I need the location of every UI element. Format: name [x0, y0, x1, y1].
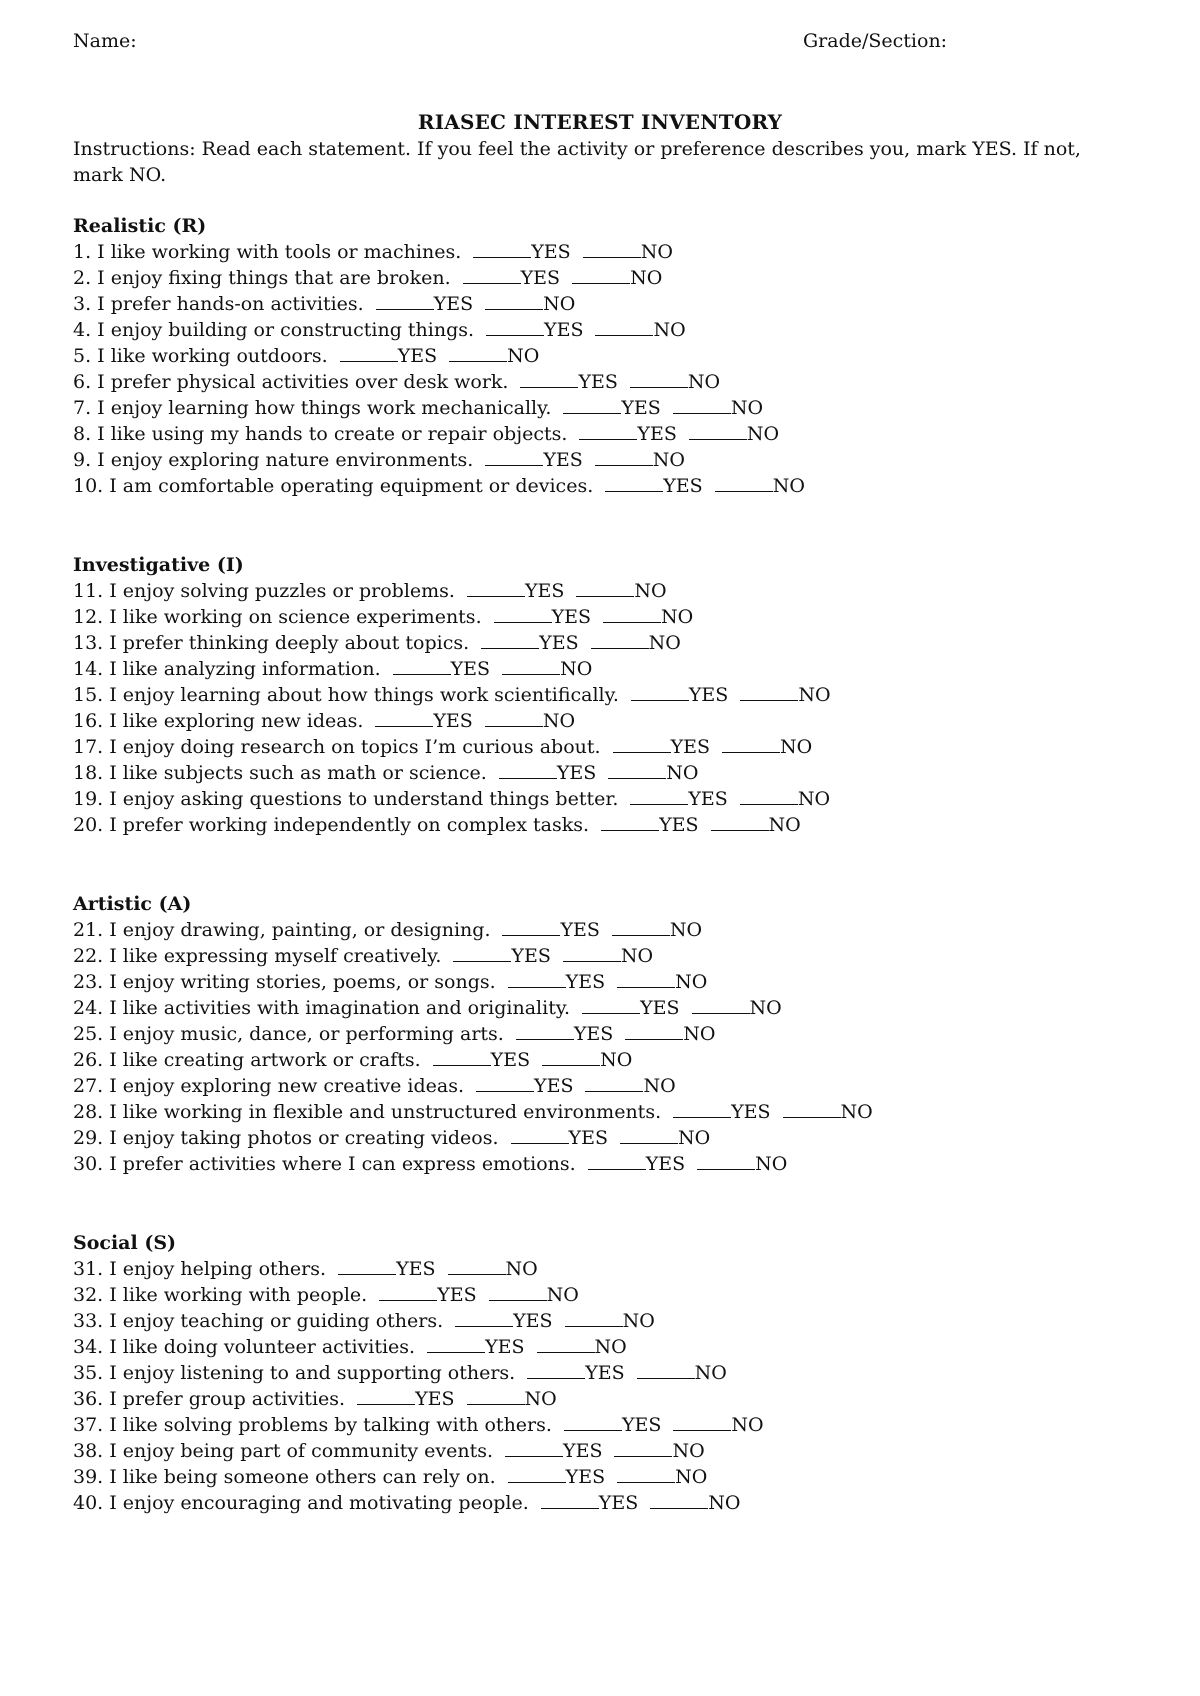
- no-answer-blank[interactable]: [620, 1128, 678, 1144]
- inventory-item: [73, 369, 1133, 395]
- no-option-label: NO: [666, 762, 699, 784]
- inventory-item: [73, 1334, 1133, 1360]
- yes-option-label: YES: [578, 371, 618, 393]
- inventory-item: [73, 1256, 1133, 1282]
- yes-answer-blank[interactable]: [630, 789, 688, 805]
- no-answer-blank[interactable]: [485, 294, 543, 310]
- no-answer-blank[interactable]: [502, 659, 560, 675]
- section-investigative: [73, 552, 1133, 838]
- no-answer-blank[interactable]: [591, 633, 649, 649]
- statement-text: 38. I enjoy being part of community events.: [73, 1440, 494, 1462]
- statement-text: 14. I like analyzing information.: [73, 658, 381, 680]
- statement-text: 19. I enjoy asking questions to understand things better.: [73, 788, 619, 810]
- statement-text: 17. I enjoy doing research on topics I’m curious about.: [73, 736, 601, 758]
- no-option-label: NO: [542, 710, 576, 732]
- yes-option-label: YES: [485, 1336, 525, 1358]
- statement-text: 7. I enjoy learning how things work mechanically.: [73, 397, 552, 419]
- inventory-item: [73, 630, 1133, 656]
- yes-option-label: YES: [531, 241, 571, 263]
- statement-text: 3. I prefer hands-on activities.: [73, 293, 364, 315]
- yes-answer-blank[interactable]: [499, 763, 557, 779]
- statement-text: 9. I enjoy exploring nature environments.: [73, 449, 474, 471]
- yes-answer-blank[interactable]: [508, 972, 566, 988]
- item-list: [73, 917, 1133, 1177]
- yes-answer-blank[interactable]: [673, 1102, 731, 1118]
- inventory-item: [73, 1360, 1133, 1386]
- yes-answer-blank[interactable]: [541, 1493, 599, 1509]
- inventory-item: [73, 656, 1133, 682]
- statement-text: 25. I enjoy music, dance, or performing arts.: [73, 1023, 504, 1045]
- no-answer-blank[interactable]: [783, 1102, 841, 1118]
- no-answer-blank[interactable]: [608, 763, 666, 779]
- inventory-item: [73, 708, 1133, 734]
- section-heading: Social (S): [73, 1232, 177, 1254]
- yes-answer-blank[interactable]: [379, 1285, 437, 1301]
- statement-text: 2. I enjoy fixing things that are broken.: [73, 267, 451, 289]
- statement-text: 39. I like being someone others can rely on.: [73, 1466, 496, 1488]
- yes-option-label: YES: [433, 710, 473, 732]
- no-option-label: NO: [640, 241, 673, 263]
- no-option-label: NO: [749, 997, 782, 1019]
- no-option-label: NO: [643, 1075, 676, 1097]
- no-option-label: NO: [798, 684, 831, 706]
- inventory-item: [73, 265, 1133, 291]
- no-option-label: NO: [600, 1049, 633, 1071]
- inventory-item: [73, 682, 1133, 708]
- no-answer-blank[interactable]: [617, 1467, 675, 1483]
- inventory-item: [73, 578, 1133, 604]
- no-answer-blank[interactable]: [583, 242, 641, 258]
- no-answer-blank[interactable]: [449, 346, 507, 362]
- no-option-label: NO: [505, 1258, 538, 1280]
- no-option-label: NO: [661, 606, 694, 628]
- yes-answer-blank[interactable]: [375, 711, 433, 727]
- yes-answer-blank[interactable]: [485, 450, 543, 466]
- yes-answer-blank[interactable]: [476, 1076, 534, 1092]
- inventory-item: [73, 1412, 1133, 1438]
- statement-text: 20. I prefer working independently on complex tasks.: [73, 814, 590, 836]
- inventory-item: [73, 812, 1133, 838]
- yes-option-label: YES: [585, 1362, 625, 1384]
- no-answer-blank[interactable]: [689, 424, 747, 440]
- statement-text: 27. I enjoy exploring new creative ideas.: [73, 1075, 465, 1097]
- no-answer-blank[interactable]: [692, 998, 750, 1014]
- no-answer-blank[interactable]: [722, 737, 780, 753]
- yes-answer-blank[interactable]: [502, 920, 560, 936]
- inventory-item: [73, 1464, 1133, 1490]
- no-answer-blank[interactable]: [485, 711, 543, 727]
- yes-option-label: YES: [396, 1258, 436, 1280]
- section-heading: Investigative (I): [73, 554, 244, 576]
- yes-answer-blank[interactable]: [511, 1128, 569, 1144]
- name-label: Name:: [73, 30, 137, 52]
- no-answer-blank[interactable]: [585, 1076, 643, 1092]
- no-answer-blank[interactable]: [637, 1363, 695, 1379]
- inventory-item: [73, 969, 1133, 995]
- yes-option-label: YES: [663, 475, 703, 497]
- no-option-label: NO: [620, 945, 654, 967]
- yes-option-label: YES: [659, 814, 699, 836]
- statement-text: 37. I like solving problems by talking with others.: [73, 1414, 552, 1436]
- inventory-item: [73, 734, 1133, 760]
- statement-text: 40. I enjoy encouraging and motivating people.: [73, 1492, 529, 1514]
- no-answer-blank[interactable]: [572, 268, 630, 284]
- yes-answer-blank[interactable]: [486, 320, 544, 336]
- no-option-label: NO: [524, 1388, 557, 1410]
- no-answer-blank[interactable]: [467, 1389, 525, 1405]
- yes-answer-blank[interactable]: [631, 685, 689, 701]
- no-option-label: NO: [683, 1023, 716, 1045]
- item-list: [73, 1256, 1133, 1516]
- no-option-label: NO: [634, 580, 667, 602]
- yes-answer-blank[interactable]: [453, 946, 511, 962]
- inventory-item: [73, 421, 1133, 447]
- inventory-item: [73, 1386, 1133, 1412]
- statement-text: 29. I enjoy taking photos or creating videos.: [73, 1127, 499, 1149]
- yes-option-label: YES: [731, 1101, 771, 1123]
- yes-answer-blank[interactable]: [433, 1050, 491, 1066]
- no-option-label: NO: [507, 345, 540, 367]
- statement-text: 24. I like activities with imagination and originality.: [73, 997, 571, 1019]
- no-answer-blank[interactable]: [489, 1285, 547, 1301]
- no-answer-blank[interactable]: [740, 789, 798, 805]
- statement-text: 13. I prefer thinking deeply about topics.: [73, 632, 470, 654]
- no-option-label: NO: [594, 1336, 627, 1358]
- yes-answer-blank[interactable]: [520, 372, 578, 388]
- statement-text: 16. I like exploring new ideas.: [73, 710, 364, 732]
- no-answer-blank[interactable]: [614, 1441, 672, 1457]
- inventory-item: [73, 239, 1133, 265]
- yes-answer-blank[interactable]: [579, 424, 637, 440]
- no-answer-blank[interactable]: [617, 972, 675, 988]
- yes-option-label: YES: [490, 1049, 531, 1071]
- yes-answer-blank[interactable]: [481, 633, 539, 649]
- inventory-item: [73, 291, 1133, 317]
- item-list: [73, 578, 1133, 838]
- no-option-label: NO: [653, 319, 686, 341]
- no-option-label: NO: [677, 1127, 711, 1149]
- no-option-label: NO: [622, 1310, 655, 1332]
- no-option-label: NO: [746, 423, 780, 445]
- statement-text: 5. I like working outdoors.: [73, 345, 328, 367]
- yes-answer-blank[interactable]: [427, 1337, 485, 1353]
- no-answer-blank[interactable]: [542, 1050, 600, 1066]
- inventory-item: [73, 395, 1133, 421]
- inventory-item: [73, 943, 1133, 969]
- yes-option-label: YES: [397, 345, 438, 367]
- statement-text: 22. I like expressing myself creatively.: [73, 945, 442, 967]
- no-answer-blank[interactable]: [612, 920, 670, 936]
- statement-text: 28. I like working in flexible and unstructured environments.: [73, 1101, 662, 1123]
- no-answer-blank[interactable]: [673, 398, 731, 414]
- statement-text: 10. I am comfortable operating equipment or devices.: [73, 475, 594, 497]
- no-option-label: NO: [543, 293, 576, 315]
- yes-answer-blank[interactable]: [613, 737, 671, 753]
- yes-option-label: YES: [621, 397, 661, 419]
- yes-option-label: YES: [433, 293, 474, 315]
- statement-text: 23. I enjoy writing stories, poems, or songs.: [73, 971, 496, 993]
- inventory-item: [73, 1308, 1133, 1334]
- grade-section-label: Grade/Section:: [803, 30, 948, 52]
- yes-option-label: YES: [637, 423, 677, 445]
- yes-answer-blank[interactable]: [582, 998, 640, 1014]
- yes-answer-blank[interactable]: [563, 398, 621, 414]
- instructions: Instructions: Read each statement. If you feel the activity or preference describes you, mark YES. If not, mark NO.: [73, 138, 1081, 186]
- inventory-item: [73, 1282, 1133, 1308]
- yes-option-label: YES: [415, 1388, 455, 1410]
- inventory-item: [73, 604, 1133, 630]
- no-option-label: NO: [772, 475, 805, 497]
- inventory-item: [73, 786, 1133, 812]
- no-option-label: NO: [730, 397, 764, 419]
- no-answer-blank[interactable]: [673, 1415, 731, 1431]
- yes-option-label: YES: [511, 945, 551, 967]
- yes-option-label: YES: [598, 1492, 639, 1514]
- yes-answer-blank[interactable]: [463, 268, 521, 284]
- yes-option-label: YES: [539, 632, 579, 654]
- yes-answer-blank[interactable]: [473, 242, 531, 258]
- statement-text: 35. I enjoy listening to and supporting others.: [73, 1362, 516, 1384]
- yes-answer-blank[interactable]: [605, 476, 663, 492]
- inventory-item: [73, 1047, 1133, 1073]
- yes-answer-blank[interactable]: [467, 581, 525, 597]
- yes-option-label: YES: [450, 658, 491, 680]
- statement-text: 21. I enjoy drawing, painting, or designing.: [73, 919, 491, 941]
- no-answer-blank[interactable]: [715, 476, 773, 492]
- inventory-item: [73, 1021, 1133, 1047]
- section-heading: Artistic (A): [73, 893, 192, 915]
- statement-text: 34. I like doing volunteer activities.: [73, 1336, 416, 1358]
- statement-text: 15. I enjoy learning about how things work scientifically.: [73, 684, 619, 706]
- yes-answer-blank[interactable]: [455, 1311, 513, 1327]
- inventory-item: [73, 343, 1133, 369]
- inventory-item: [73, 473, 1133, 499]
- yes-option-label: YES: [551, 606, 592, 628]
- no-option-label: NO: [675, 1466, 708, 1488]
- yes-option-label: YES: [573, 1023, 614, 1045]
- statement-text: 12. I like working on science experiments.: [73, 606, 482, 628]
- inventory-item: [73, 1490, 1133, 1516]
- inventory-item: [73, 1151, 1133, 1177]
- inventory-item: [73, 1438, 1133, 1464]
- yes-option-label: YES: [513, 1310, 553, 1332]
- statement-text: 32. I like working with people.: [73, 1284, 368, 1306]
- inventory-item: [73, 1125, 1133, 1151]
- no-answer-blank[interactable]: [711, 815, 769, 831]
- no-option-label: NO: [672, 1440, 705, 1462]
- yes-option-label: YES: [560, 919, 600, 941]
- statement-text: 11. I enjoy solving puzzles or problems.: [73, 580, 455, 602]
- no-answer-blank[interactable]: [565, 1311, 623, 1327]
- no-answer-blank[interactable]: [625, 1024, 683, 1040]
- yes-answer-blank[interactable]: [393, 659, 451, 675]
- no-answer-blank[interactable]: [650, 1493, 708, 1509]
- yes-answer-blank[interactable]: [376, 294, 434, 310]
- yes-option-label: YES: [670, 736, 710, 758]
- page-title: RIASEC INTEREST INVENTORY: [417, 110, 783, 134]
- yes-option-label: YES: [688, 788, 728, 810]
- no-option-label: NO: [694, 1362, 727, 1384]
- no-answer-blank[interactable]: [603, 607, 661, 623]
- yes-answer-blank[interactable]: [505, 1441, 563, 1457]
- yes-option-label: YES: [640, 997, 680, 1019]
- item-list: [73, 239, 1133, 499]
- yes-option-label: YES: [520, 267, 561, 289]
- statement-text: 6. I prefer physical activities over desk work.: [73, 371, 509, 393]
- statement-text: 26. I like creating artwork or crafts.: [73, 1049, 421, 1071]
- section-social: [73, 1230, 1133, 1516]
- yes-answer-blank[interactable]: [338, 1259, 396, 1275]
- yes-answer-blank[interactable]: [516, 1024, 574, 1040]
- yes-option-label: YES: [543, 449, 583, 471]
- inventory-item: [73, 317, 1133, 343]
- no-option-label: NO: [687, 371, 721, 393]
- yes-option-label: YES: [556, 762, 597, 784]
- no-option-label: NO: [780, 736, 813, 758]
- section-artistic: [73, 891, 1133, 1177]
- no-answer-blank[interactable]: [448, 1259, 506, 1275]
- no-option-label: NO: [546, 1284, 579, 1306]
- no-answer-blank[interactable]: [563, 946, 621, 962]
- no-answer-blank[interactable]: [740, 685, 798, 701]
- statement-text: 33. I enjoy teaching or guiding others.: [73, 1310, 444, 1332]
- yes-option-label: YES: [563, 1440, 603, 1462]
- statement-text: 4. I enjoy building or constructing things.: [73, 319, 475, 341]
- yes-option-label: YES: [645, 1153, 686, 1175]
- yes-answer-blank[interactable]: [340, 346, 398, 362]
- no-option-label: NO: [648, 632, 681, 654]
- no-option-label: NO: [768, 814, 801, 836]
- inventory-item: [73, 917, 1133, 943]
- no-option-label: NO: [797, 788, 831, 810]
- no-answer-blank[interactable]: [537, 1337, 595, 1353]
- yes-answer-blank[interactable]: [494, 607, 552, 623]
- no-option-label: NO: [560, 658, 593, 680]
- statement-text: 31. I enjoy helping others.: [73, 1258, 327, 1280]
- no-option-label: NO: [630, 267, 663, 289]
- statement-text: 1. I like working with tools or machines.: [73, 241, 462, 263]
- inventory-item: [73, 447, 1133, 473]
- yes-option-label: YES: [565, 1466, 606, 1488]
- yes-answer-blank[interactable]: [564, 1415, 622, 1431]
- yes-answer-blank[interactable]: [508, 1467, 566, 1483]
- yes-answer-blank[interactable]: [588, 1154, 646, 1170]
- inventory-item: [73, 760, 1133, 786]
- yes-option-label: YES: [568, 1127, 608, 1149]
- no-option-label: NO: [755, 1153, 788, 1175]
- yes-option-label: YES: [621, 1414, 662, 1436]
- no-option-label: NO: [840, 1101, 873, 1123]
- no-answer-blank[interactable]: [576, 581, 634, 597]
- no-option-label: NO: [731, 1414, 764, 1436]
- inventory-item: [73, 1073, 1133, 1099]
- statement-text: 30. I prefer activities where I can express emotions.: [73, 1153, 576, 1175]
- yes-option-label: YES: [688, 684, 729, 706]
- no-option-label: NO: [675, 971, 708, 993]
- statement-text: 36. I prefer group activities.: [73, 1388, 346, 1410]
- yes-answer-blank[interactable]: [527, 1363, 585, 1379]
- yes-option-label: YES: [524, 580, 565, 602]
- no-answer-blank[interactable]: [595, 320, 653, 336]
- statement-text: 8. I like using my hands to create or repair objects.: [73, 423, 568, 445]
- yes-option-label: YES: [534, 1075, 574, 1097]
- section-realistic: [73, 213, 1133, 499]
- statement-text: 18. I like subjects such as math or science.: [73, 762, 487, 784]
- yes-option-label: YES: [544, 319, 584, 341]
- no-answer-blank[interactable]: [630, 372, 688, 388]
- yes-option-label: YES: [565, 971, 606, 993]
- no-answer-blank[interactable]: [595, 450, 653, 466]
- no-answer-blank[interactable]: [697, 1154, 755, 1170]
- no-option-label: NO: [652, 449, 685, 471]
- yes-option-label: YES: [437, 1284, 477, 1306]
- no-option-label: NO: [669, 919, 703, 941]
- section-heading: Realistic (R): [73, 215, 207, 237]
- inventory-item: [73, 995, 1133, 1021]
- yes-answer-blank[interactable]: [357, 1389, 415, 1405]
- inventory-item: [73, 1099, 1133, 1125]
- yes-answer-blank[interactable]: [601, 815, 659, 831]
- no-option-label: NO: [708, 1492, 741, 1514]
